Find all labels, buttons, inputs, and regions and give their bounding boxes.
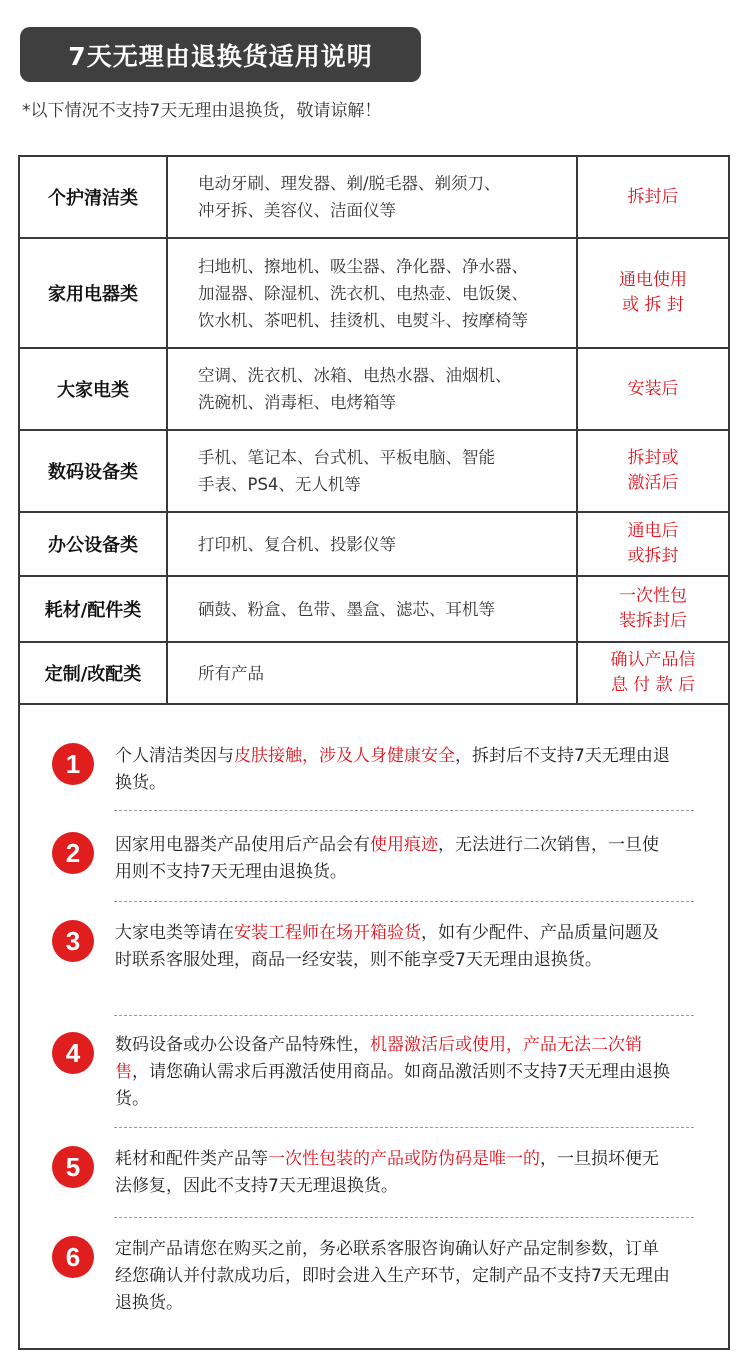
table-row: [20, 157, 728, 239]
note-item: [52, 1236, 692, 1317]
dashed-divider: [114, 1217, 694, 1218]
table-row: [20, 431, 728, 513]
condition-cell: 通电后 或拆封: [627, 521, 679, 566]
number-badge-icon: 6: [52, 1236, 94, 1278]
condition-cell: 安装后: [627, 378, 679, 399]
category-cell: 个护清洁类: [20, 157, 168, 237]
number-badge-icon: 2: [52, 832, 94, 874]
note-text: 个人清洁类因与皮肤接触，涉及人身健康安全，拆封后不支持7天无理由退换货。: [115, 746, 670, 793]
items-cell: 所有产品: [168, 643, 578, 703]
note-item: [52, 743, 692, 797]
category-cell: 耗材/配件类: [20, 577, 168, 641]
number-badge-icon: 5: [52, 1146, 94, 1188]
note-item: [52, 1146, 692, 1200]
condition-cell: 通电使用 或 拆 封: [619, 270, 687, 315]
dashed-divider: [114, 1127, 694, 1128]
note-text: 数码设备或办公设备产品特殊性，机器激活后或使用，产品无法二次销售，请您确认需求后再激活使用商品。如商品激活则不支持7天无理由退换货。: [115, 1035, 670, 1109]
category-cell: 办公设备类: [20, 513, 168, 575]
notice-subtitle: *以下情况不支持7天无理由退换货，敬请谅解！: [22, 101, 382, 121]
condition-cell: 确认产品信 息 付 款 后: [610, 650, 696, 695]
condition-cell: 拆封或 激活后: [627, 448, 679, 493]
note-text: 定制产品请您在购买之前，务必联系客服咨询确认好产品定制参数，订单经您确认并付款成功后，即时会进入生产环节，定制产品不支持7天无理由退换货。: [115, 1239, 670, 1313]
note-item: [52, 920, 692, 974]
page-title: 7天无理由退换货适用说明: [20, 27, 421, 82]
items-cell: 打印机、复合机、投影仪等: [168, 513, 578, 575]
items-cell: 空调、洗衣机、冰箱、电热水器、油烟机、 洗碗机、消毒柜、电烤箱等: [168, 349, 578, 429]
category-cell: 数码设备类: [20, 431, 168, 511]
category-cell: 定制/改配类: [20, 643, 168, 703]
items-cell: 电动牙刷、理发器、剃/脱毛器、剃须刀、 冲牙拆、美容仪、洁面仪等: [168, 157, 578, 237]
note-text: 耗材和配件类产品等一次性包装的产品或防伪码是唯一的，一旦损坏便无法修复，因此不支持7天无理退换货。: [115, 1149, 659, 1196]
number-badge-icon: 1: [52, 743, 94, 785]
condition-cell: 一次性包 装拆封后: [619, 586, 687, 631]
number-badge-icon: 4: [52, 1032, 94, 1074]
items-cell: 手机、笔记本、台式机、平板电脑、智能 手表、PS4、无人机等: [168, 431, 578, 511]
items-cell: 硒鼓、粉盒、色带、墨盒、滤芯、耳机等: [168, 577, 578, 641]
note-text: 因家用电器类产品使用后产品会有使用痕迹，无法进行二次销售，一旦使用则不支持7天无理由退换货。: [115, 835, 659, 882]
table-row: [20, 643, 728, 705]
table-row: [20, 577, 728, 643]
table-row: [20, 239, 728, 349]
category-cell: 家用电器类: [20, 239, 168, 347]
table-row: [20, 513, 728, 577]
table-row: [20, 349, 728, 431]
dashed-divider: [114, 810, 694, 811]
number-badge-icon: 3: [52, 920, 94, 962]
category-cell: 大家电类: [20, 349, 168, 429]
note-item: [52, 832, 692, 886]
dashed-divider: [114, 1015, 694, 1016]
note-item: [52, 1032, 692, 1113]
dashed-divider: [114, 901, 694, 902]
policy-frame: [18, 155, 730, 1350]
note-text: 大家电类等请在安装工程师在场开箱验货，如有少配件、产品质量问题及时联系客服处理，商品一经安装，则不能享受7天无理由退换货。: [115, 923, 659, 970]
items-cell: 扫地机、擦地机、吸尘器、净化器、净水器、 加湿器、除湿机、洗衣机、电热壶、电饭煲、 饮水机、茶吧机、挂烫机、电熨斗、按摩椅等: [168, 239, 578, 347]
condition-cell: 拆封后: [627, 186, 679, 207]
